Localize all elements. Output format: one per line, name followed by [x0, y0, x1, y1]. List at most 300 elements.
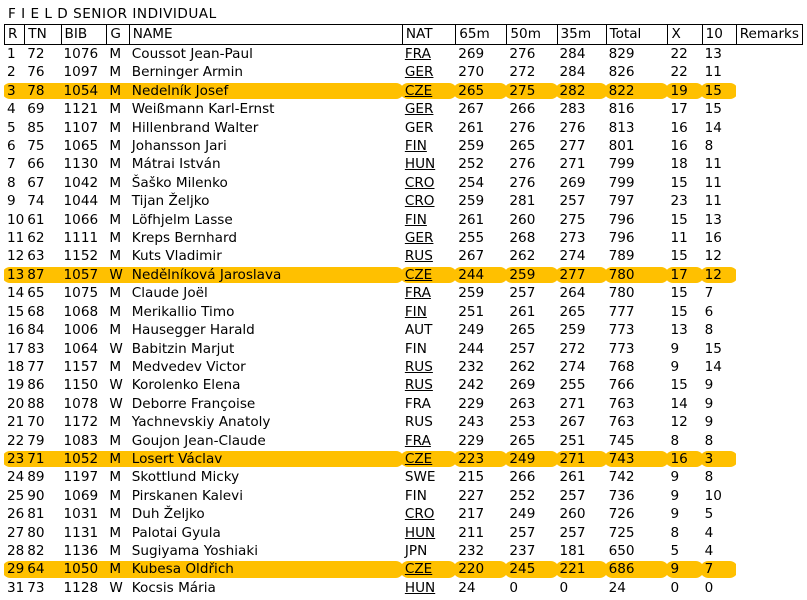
cell-remarks	[736, 303, 803, 321]
cell-d35	[557, 487, 606, 505]
cell-d35	[557, 266, 606, 284]
cell-g	[106, 155, 128, 173]
cell-name	[129, 247, 402, 265]
cell-nat-text: FRA	[404, 285, 431, 302]
cell-ten-text: 5	[704, 506, 714, 523]
cell-r-text: 12	[7, 248, 25, 265]
cell-nat[interactable]	[402, 284, 455, 302]
cell-ten	[702, 63, 736, 81]
cell-nat[interactable]	[402, 358, 455, 376]
cell-remarks	[736, 376, 803, 394]
cell-x	[667, 247, 701, 265]
header-cell: X	[667, 24, 701, 45]
cell-g	[106, 45, 128, 63]
cell-r	[4, 579, 24, 597]
cell-d35-text: 257	[559, 524, 586, 541]
cell-d65-text: 229	[458, 432, 485, 449]
cell-g	[106, 100, 128, 118]
cell-d65-text: 249	[458, 322, 485, 339]
cell-x	[667, 284, 701, 302]
cell-name	[129, 376, 402, 394]
cell-g-text: M	[109, 561, 122, 578]
cell-ten-text: 8	[704, 432, 714, 449]
cell-d50-text: 265	[509, 432, 536, 449]
table-row	[4, 450, 803, 468]
cell-name	[129, 560, 402, 578]
cell-tn	[24, 45, 60, 63]
cell-remarks	[736, 579, 803, 597]
cell-tn	[24, 63, 60, 81]
cell-tn	[24, 505, 60, 523]
cell-nat-text: RUS	[404, 377, 433, 394]
cell-d65-text: 259	[458, 193, 485, 210]
cell-total-text: 796	[608, 230, 635, 247]
cell-bib	[61, 247, 107, 265]
cell-tn-text: 69	[27, 101, 45, 118]
table-row	[4, 266, 803, 284]
cell-tn-text: 68	[27, 303, 45, 320]
cell-x	[667, 579, 701, 597]
cell-bib	[61, 505, 107, 523]
cell-total-text: 736	[608, 487, 635, 504]
cell-r	[4, 468, 24, 486]
cell-g-text: W	[109, 340, 123, 357]
cell-ten-text: 10	[704, 487, 722, 504]
cell-nat-text: GER	[404, 101, 434, 118]
cell-tn-text: 90	[27, 487, 45, 504]
cell-bib	[61, 192, 107, 210]
cell-ten	[702, 284, 736, 302]
cell-nat[interactable]	[402, 376, 455, 394]
cell-nat[interactable]	[402, 505, 455, 523]
cell-d35-text: 251	[559, 432, 586, 449]
cell-x-text: 9	[670, 469, 680, 486]
cell-tn	[24, 413, 60, 431]
cell-r-text: 21	[7, 414, 25, 431]
cell-g-text: W	[109, 395, 123, 412]
cell-total	[606, 395, 668, 413]
cell-tn-text: 67	[27, 174, 45, 191]
cell-bib-text: 1136	[63, 542, 99, 559]
cell-x-text: 9	[670, 358, 680, 375]
cell-bib-text: 1157	[63, 358, 99, 375]
cell-total	[606, 303, 668, 321]
table-row	[4, 395, 803, 413]
table-row	[4, 524, 803, 542]
cell-d65	[455, 155, 506, 173]
cell-r-text: 8	[7, 174, 16, 191]
cell-d65-text: 215	[458, 469, 485, 486]
cell-tn	[24, 100, 60, 118]
cell-d65	[455, 468, 506, 486]
cell-tn-text: 64	[27, 561, 45, 578]
cell-total-text: 796	[608, 211, 635, 228]
cell-nat-text: JPN	[404, 542, 428, 559]
cell-d35-text: 264	[559, 285, 586, 302]
cell-name-text: Johansson Jari	[131, 138, 227, 155]
cell-name-text: Weißmann Karl-Ernst	[131, 101, 275, 118]
cell-d65	[455, 100, 506, 118]
table-row	[4, 432, 803, 450]
cell-d65-text: 261	[458, 211, 485, 228]
cell-bib-text: 1197	[63, 469, 99, 486]
cell-tn	[24, 542, 60, 560]
cell-r-text: 16	[7, 322, 25, 339]
cell-remarks	[736, 340, 803, 358]
table-row	[4, 579, 803, 597]
cell-remarks	[736, 560, 803, 578]
cell-total-text: 780	[608, 266, 635, 283]
cell-d35-text: 269	[559, 174, 586, 191]
cell-total-text: 799	[608, 156, 635, 173]
cell-d50-text: 276	[509, 46, 536, 62]
cell-total-text: 650	[608, 542, 635, 559]
cell-tn-text: 73	[27, 579, 45, 596]
cell-bib	[61, 211, 107, 229]
cell-g-text: M	[109, 414, 122, 431]
cell-tn	[24, 192, 60, 210]
cell-g-text: M	[109, 450, 122, 467]
cell-d35	[557, 468, 606, 486]
cell-r-text: 24	[7, 469, 25, 486]
cell-d65	[455, 63, 506, 81]
cell-d35-text: 181	[559, 542, 586, 559]
cell-d35-text: 277	[559, 266, 586, 283]
cell-bib-text: 1031	[63, 506, 99, 523]
cell-d65	[455, 505, 506, 523]
cell-bib-text: 1150	[63, 377, 99, 394]
cell-d35-text: 273	[559, 230, 586, 247]
cell-x	[667, 137, 701, 155]
cell-nat[interactable]	[402, 229, 455, 247]
cell-bib-text: 1068	[63, 303, 99, 320]
cell-name-text: Kocsis Mária	[131, 579, 216, 596]
cell-d50	[506, 358, 556, 376]
cell-d50	[506, 174, 556, 192]
cell-d50-text: 265	[509, 322, 536, 339]
cell-r	[4, 192, 24, 210]
cell-nat[interactable]	[402, 45, 455, 63]
cell-total	[606, 579, 668, 597]
cell-name	[129, 321, 402, 339]
cell-d50	[506, 192, 556, 210]
cell-remarks	[736, 100, 803, 118]
cell-ten	[702, 119, 736, 137]
cell-d50	[506, 247, 556, 265]
cell-g	[106, 413, 128, 431]
cell-d35	[557, 155, 606, 173]
table-row	[4, 340, 803, 358]
cell-d35-text: 274	[559, 358, 586, 375]
cell-nat-text: FRA	[404, 46, 431, 62]
cell-bib-text: 1083	[63, 432, 99, 449]
cell-name	[129, 468, 402, 486]
cell-ten-text: 12	[704, 248, 722, 265]
cell-total-text: 780	[608, 285, 635, 302]
cell-x	[667, 229, 701, 247]
cell-g-text: W	[109, 579, 123, 596]
cell-name-text: Hausegger Harald	[131, 322, 255, 339]
cell-remarks	[736, 542, 803, 560]
cell-x-text: 16	[670, 138, 688, 155]
cell-bib	[61, 468, 107, 486]
cell-ten	[702, 524, 736, 542]
cell-d35	[557, 358, 606, 376]
cell-d65-text: 217	[458, 506, 485, 523]
cell-name-text: Merikallio Timo	[131, 303, 235, 320]
cell-tn-text: 77	[27, 358, 45, 375]
cell-nat-text: AUT	[404, 322, 433, 339]
cell-nat	[402, 321, 455, 339]
cell-d50-text: 257	[509, 524, 536, 541]
cell-d35-text: 265	[559, 303, 586, 320]
cell-name	[129, 137, 402, 155]
header-cell: 10	[702, 24, 736, 45]
header-cell: BIB	[61, 24, 107, 45]
cell-bib-text: 1064	[63, 340, 99, 357]
cell-ten-text: 9	[704, 414, 714, 431]
cell-r-text: 28	[7, 542, 25, 559]
cell-d50	[506, 524, 556, 542]
results-table	[4, 24, 803, 597]
cell-bib	[61, 100, 107, 118]
cell-ten-text: 16	[704, 230, 722, 247]
cell-total-text: 801	[608, 138, 635, 155]
cell-nat[interactable]	[402, 100, 455, 118]
cell-total-text: 789	[608, 248, 635, 265]
cell-d35	[557, 413, 606, 431]
cell-d65-text: 252	[458, 156, 485, 173]
cell-d65-text: 267	[458, 248, 485, 265]
cell-ten	[702, 229, 736, 247]
cell-x	[667, 45, 701, 63]
cell-d50-text: 249	[509, 506, 536, 523]
cell-tn	[24, 211, 60, 229]
cell-bib	[61, 82, 107, 100]
cell-bib-text: 1152	[63, 248, 99, 265]
cell-d35-text: 271	[559, 450, 586, 467]
header-row	[4, 24, 803, 45]
cell-r-text: 10	[7, 211, 25, 228]
cell-nat[interactable]	[402, 155, 455, 173]
cell-g-text: M	[109, 174, 122, 191]
cell-ten-text: 14	[704, 119, 722, 136]
cell-d35	[557, 211, 606, 229]
cell-nat[interactable]	[402, 174, 455, 192]
cell-tn-text: 85	[27, 119, 45, 136]
cell-d50	[506, 450, 556, 468]
table-row	[4, 321, 803, 339]
cell-name	[129, 63, 402, 81]
cell-d65-text: 265	[458, 82, 485, 99]
cell-ten	[702, 560, 736, 578]
cell-x-text: 15	[670, 285, 688, 302]
cell-nat[interactable]	[402, 137, 455, 155]
cell-total-text: 766	[608, 377, 635, 394]
cell-g-text: M	[109, 524, 122, 541]
cell-bib	[61, 524, 107, 542]
cell-x	[667, 524, 701, 542]
cell-g	[106, 542, 128, 560]
cell-nat[interactable]	[402, 450, 455, 468]
cell-tn	[24, 119, 60, 137]
cell-g-text: M	[109, 211, 122, 228]
cell-total-text: 816	[608, 101, 635, 118]
cell-d50	[506, 560, 556, 578]
cell-nat[interactable]	[402, 432, 455, 450]
cell-tn	[24, 487, 60, 505]
cell-d50-text: 237	[509, 542, 536, 559]
cell-nat[interactable]	[402, 63, 455, 81]
cell-g	[106, 560, 128, 578]
cell-g-text: M	[109, 138, 122, 155]
cell-nat[interactable]	[402, 192, 455, 210]
header-cell: 50m	[506, 24, 556, 45]
cell-remarks	[736, 450, 803, 468]
cell-r-text: 5	[7, 119, 16, 136]
table-row	[4, 63, 803, 81]
cell-total	[606, 413, 668, 431]
cell-nat[interactable]	[402, 579, 455, 597]
cell-nat-text: HUN	[404, 579, 436, 596]
cell-name-text: Yachnevskiy Anatoly	[131, 414, 271, 431]
cell-remarks	[736, 468, 803, 486]
cell-nat-text: CRO	[404, 506, 435, 523]
cell-total-text: 768	[608, 358, 635, 375]
cell-total	[606, 174, 668, 192]
cell-tn	[24, 321, 60, 339]
cell-x-text: 17	[670, 101, 688, 118]
cell-total	[606, 45, 668, 63]
cell-nat-text: FIN	[404, 303, 427, 320]
cell-bib	[61, 63, 107, 81]
cell-name	[129, 395, 402, 413]
cell-ten	[702, 413, 736, 431]
cell-d50	[506, 395, 556, 413]
cell-total-text: 763	[608, 414, 635, 431]
cell-tn-text: 82	[27, 542, 45, 559]
cell-x-text: 9	[670, 340, 680, 357]
cell-total-text: 773	[608, 322, 635, 339]
cell-name	[129, 542, 402, 560]
cell-ten	[702, 505, 736, 523]
cell-nat[interactable]	[402, 247, 455, 265]
cell-remarks	[736, 82, 803, 100]
cell-d35-text: 257	[559, 193, 586, 210]
cell-d65	[455, 560, 506, 578]
cell-r-text: 17	[7, 340, 25, 357]
cell-nat[interactable]	[402, 266, 455, 284]
cell-d50	[506, 487, 556, 505]
cell-bib	[61, 45, 107, 63]
cell-r-text: 22	[7, 432, 25, 449]
cell-d35	[557, 119, 606, 137]
cell-d35-text: 271	[559, 395, 586, 412]
cell-d65	[455, 174, 506, 192]
cell-d50-text: 257	[509, 285, 536, 302]
table-row	[4, 192, 803, 210]
cell-ten-text: 13	[704, 46, 722, 62]
cell-nat-text: RUS	[404, 358, 433, 375]
cell-d65-text: 243	[458, 414, 485, 431]
cell-r-text: 9	[7, 193, 16, 210]
cell-ten	[702, 155, 736, 173]
cell-name-text: Tijan Željko	[131, 193, 210, 210]
cell-name-text: Sugiyama Yoshiaki	[131, 542, 258, 559]
cell-r-text: 3	[7, 82, 16, 99]
cell-x-text: 16	[670, 119, 688, 136]
cell-nat[interactable]	[402, 82, 455, 100]
header-cell: R	[4, 24, 24, 45]
cell-d65	[455, 321, 506, 339]
cell-name-text: Medvedev Victor	[131, 358, 246, 375]
cell-bib-text: 1065	[63, 138, 99, 155]
cell-nat[interactable]	[402, 560, 455, 578]
cell-name-text: Löfhjelm Lasse	[131, 211, 233, 228]
cell-x	[667, 119, 701, 137]
cell-ten-text: 7	[704, 561, 714, 578]
cell-d50	[506, 468, 556, 486]
cell-nat[interactable]	[402, 211, 455, 229]
cell-tn-text: 76	[27, 64, 45, 81]
cell-g	[106, 247, 128, 265]
cell-total	[606, 192, 668, 210]
cell-d65	[455, 413, 506, 431]
cell-bib-text: 1130	[63, 156, 99, 173]
cell-name	[129, 229, 402, 247]
cell-tn	[24, 284, 60, 302]
cell-r-text: 26	[7, 506, 25, 523]
cell-x	[667, 487, 701, 505]
cell-x	[667, 340, 701, 358]
cell-d50	[506, 63, 556, 81]
cell-d50	[506, 266, 556, 284]
cell-d35-text: 259	[559, 322, 586, 339]
cell-remarks	[736, 45, 803, 63]
cell-g-text: M	[109, 193, 122, 210]
cell-d65	[455, 340, 506, 358]
cell-d65-text: 270	[458, 64, 485, 81]
cell-nat	[402, 487, 455, 505]
cell-g-text: W	[109, 266, 123, 283]
cell-r	[4, 524, 24, 542]
cell-nat[interactable]	[402, 524, 455, 542]
cell-ten	[702, 82, 736, 100]
cell-g	[106, 229, 128, 247]
cell-r	[4, 432, 24, 450]
cell-name-text: Goujon Jean-Claude	[131, 432, 266, 449]
cell-ten	[702, 468, 736, 486]
cell-x-text: 17	[670, 266, 688, 283]
cell-name-text: Nedelník Josef	[131, 82, 229, 99]
cell-total	[606, 229, 668, 247]
cell-d50-text: 268	[509, 230, 536, 247]
cell-remarks	[736, 487, 803, 505]
cell-g	[106, 468, 128, 486]
cell-total-text: 24	[608, 579, 626, 596]
cell-d65	[455, 579, 506, 597]
cell-nat-text: RUS	[404, 414, 433, 431]
cell-g	[106, 450, 128, 468]
cell-name-text: Kreps Bernhard	[131, 230, 237, 247]
cell-x-text: 9	[670, 506, 680, 523]
cell-tn-text: 71	[27, 450, 45, 467]
cell-tn	[24, 432, 60, 450]
cell-nat[interactable]	[402, 303, 455, 321]
cell-name-text: Babitzin Marjut	[131, 340, 235, 357]
table-row	[4, 468, 803, 486]
cell-total-text: 799	[608, 174, 635, 191]
